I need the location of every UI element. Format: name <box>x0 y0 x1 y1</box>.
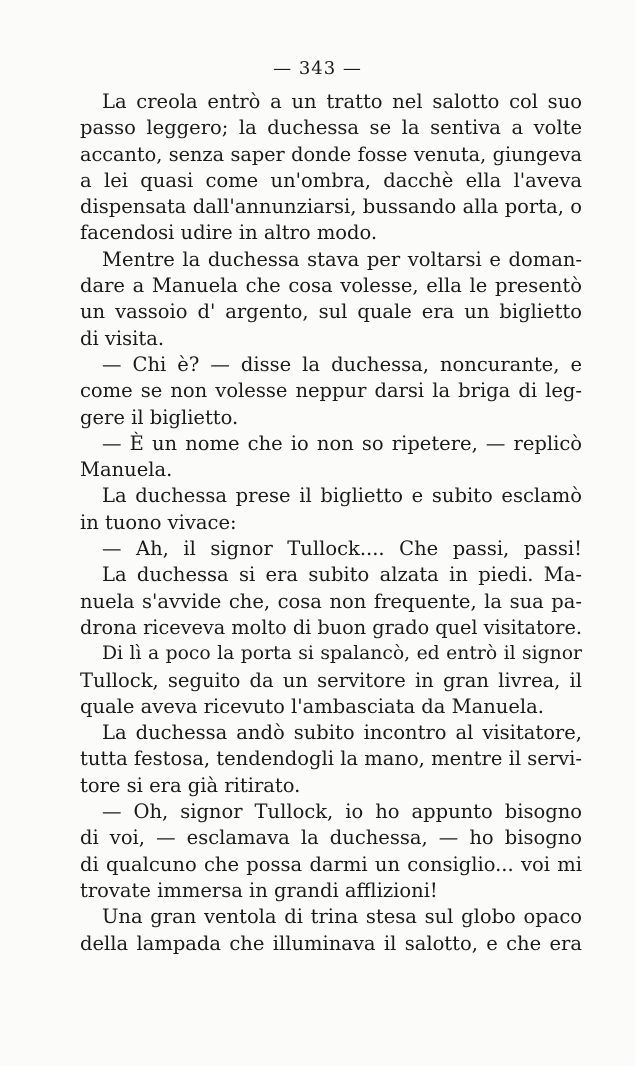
page-number: — 343 — <box>273 58 362 79</box>
text-line: Tullock, seguito da un servitore in gran livrea, il <box>80 668 582 692</box>
body-text <box>80 89 582 957</box>
text-line: a lei quasi come un'ombra, dacchè ella l'aveva <box>80 168 582 192</box>
text-line: Di lì a poco la porta si spalancò, ed entrò il signor <box>102 643 582 665</box>
text-line: drona riceveva molto di buon grado quel visitatore. <box>80 615 582 639</box>
text-line: un vassoio d' argento, sul quale era un biglietto <box>80 300 582 324</box>
text-line: — Oh, signor Tullock, io ho appunto bisogno <box>102 800 582 824</box>
text-line: tutta festosa, tendendogli la mano, mentre il servi- <box>80 747 582 771</box>
text-line: trovate immersa in grandi afflizioni! <box>80 878 438 902</box>
text-line: nuela s'avvide che, cosa non frequente, la sua pa- <box>80 589 582 613</box>
text-line: Mentre la duchessa stava per voltarsi e doman- <box>102 247 582 271</box>
text-line: di visita. <box>80 326 165 350</box>
text-line: dispensata dall'annunziarsi, bussando alla porta, o <box>80 195 582 219</box>
text-line: gere il biglietto. <box>80 405 239 429</box>
text-line: Una gran ventola di trina stesa sul globo opaco <box>102 905 582 929</box>
text-line: dare a Manuela che cosa volesse, ella le presentò <box>80 274 582 298</box>
text-line: tore si era già ritirato. <box>80 773 301 797</box>
text-line: passo leggero; la duchessa se la sentiva a volte <box>80 116 582 140</box>
text-line: — Chi è? — disse la duchessa, noncurante, e <box>102 352 582 376</box>
text-line: La duchessa andò subito incontro al visitatore, <box>102 721 582 745</box>
text-line: di qualcuno che possa darmi un consiglio... voi mi <box>80 852 582 876</box>
text-line: della lampada che illuminava il salotto, e che era <box>80 931 582 955</box>
text-line: — Ah, il signor Tullock.... Che passi, passi! <box>102 537 582 561</box>
text-line: La duchessa si era subito alzata in piedi. Ma- <box>102 563 582 587</box>
text-line: — È un nome che io non so ripetere, — replicò <box>102 431 582 455</box>
text-line: La duchessa prese il biglietto e subito esclamò <box>102 484 582 508</box>
text-line: accanto, senza saper donde fosse venuta, giungeva <box>80 142 582 166</box>
text-line: quale aveva ricevuto l'ambasciata da Manuela. <box>80 694 544 718</box>
text-line: di voi, — esclamava la duchessa, — ho bisogno <box>80 826 582 850</box>
text-line: in tuono vivace: <box>80 510 237 534</box>
text-line: come se non volesse neppur darsi la briga di leg- <box>80 379 582 403</box>
text-line: La creola entrò a un tratto nel salotto col suo <box>102 90 582 113</box>
text-line: facendosi udire in altro modo. <box>80 221 378 245</box>
text-line: Manuela. <box>80 458 173 482</box>
